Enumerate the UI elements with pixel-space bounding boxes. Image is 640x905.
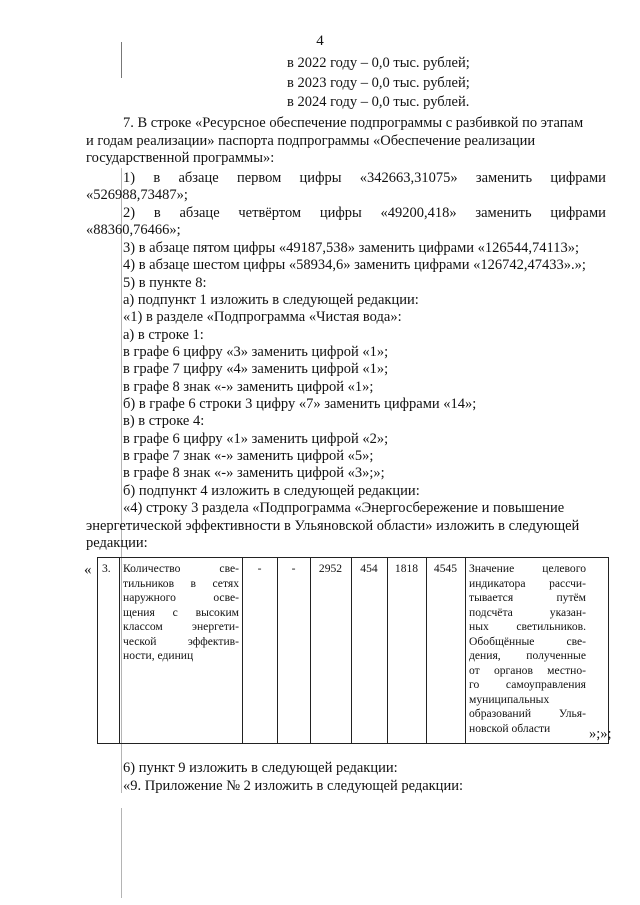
word: цифры	[299, 170, 342, 186]
sub2-line1	[123, 205, 606, 222]
cell-col5: 2952	[318, 562, 343, 575]
text-line: ности, единиц	[123, 649, 194, 662]
cell-col6: 454	[360, 562, 378, 575]
column-divider	[465, 558, 466, 743]
word: цифрами	[550, 170, 606, 186]
text-line: классом энергети-	[123, 620, 239, 633]
text-line: дения, полученные	[469, 649, 586, 662]
item7-line3: государственной программы»:	[86, 150, 275, 166]
text-line: индикатора рассчи-	[469, 576, 586, 590]
word: в	[153, 205, 161, 221]
word: 2)	[123, 205, 136, 221]
sub4-text-line3: редакции:	[86, 535, 148, 551]
text-line: от органов местно-	[469, 663, 586, 677]
word: заменить	[475, 205, 532, 221]
word: четвёртом	[238, 205, 302, 221]
word: абзаце	[178, 170, 219, 186]
row4-heading: в) в строке 4:	[123, 413, 205, 429]
text-line: наружного осве-	[123, 591, 239, 604]
column-divider	[277, 558, 278, 743]
cell-indicator-name	[123, 562, 239, 664]
sub1-line2: «526988,73487»;	[86, 187, 188, 203]
budget-line-2024: в 2024 году – 0,0 тыс. рублей.	[287, 94, 470, 110]
sub2-line2: «88360,76466»;	[86, 222, 181, 238]
text-line: подсчёта указан-	[469, 605, 586, 619]
row4-col8: в графе 8 знак «-» заменить цифрой «3»;»;	[123, 465, 385, 481]
text-line: тывается путём	[469, 591, 586, 604]
sub1-line1	[123, 170, 606, 187]
item5-line: 5) в пункте 8:	[123, 275, 207, 291]
item5b-line: б) подпункт 4 изложить в следующей редакции:	[123, 483, 420, 499]
word: «49200,418»	[380, 205, 457, 221]
word: «342663,31075»	[359, 170, 458, 186]
text-line: ческой эффектив-	[123, 634, 239, 648]
cell-col4: -	[291, 562, 296, 575]
sub3-line: 3) в абзаце пятом цифры «49187,538» заменить цифрами «126544,74113»;	[123, 240, 579, 256]
item5a-line: а) подпункт 1 изложить в следующей редакции:	[123, 292, 419, 308]
word: первом	[236, 170, 282, 186]
budget-line-2023: в 2023 году – 0,0 тыс. рублей;	[287, 75, 470, 91]
cell-col8: 4545	[433, 562, 458, 575]
row4-col7: в графе 7 знак «-» заменить цифрой «5»;	[123, 448, 374, 464]
cell-col3: -	[257, 562, 262, 575]
sub4-text-line2: энергетической эффективности в Ульяновской области» изложить в следующей	[86, 518, 580, 534]
cell-row-number: 3.	[102, 562, 111, 575]
cell-calculation-note	[469, 562, 586, 736]
text-line: щения с высоким	[123, 605, 239, 619]
chistaya-voda-line: «1) в разделе «Подпрограмма «Чистая вода»:	[123, 309, 402, 325]
item9-line: «9. Приложение № 2 изложить в следующей редакции:	[123, 778, 463, 794]
margin-mark	[121, 808, 122, 898]
page-number: 4	[316, 33, 324, 49]
word: заменить	[475, 170, 533, 186]
sub4-text-line1: «4) строку 3 раздела «Подпрограмма «Энергосбережение и повышение	[123, 500, 565, 516]
word: в	[153, 170, 161, 186]
word: 1)	[123, 170, 136, 186]
text-line: ных светильников.	[469, 620, 586, 633]
text-line: муниципальных	[469, 692, 550, 706]
word: абзаце	[179, 205, 220, 221]
column-divider	[119, 558, 120, 743]
row1-heading: а) в строке 1:	[123, 327, 204, 343]
column-divider	[387, 558, 388, 743]
cell-col7: 1818	[394, 562, 419, 575]
text-line: новской области	[469, 721, 551, 735]
column-divider	[426, 558, 427, 743]
word: цифрами	[550, 205, 606, 221]
table-quote-open: «	[84, 562, 92, 578]
budget-line-2022: в 2022 году – 0,0 тыс. рублей;	[287, 55, 470, 71]
text-line: Количество све-	[123, 562, 239, 575]
row1-col7: в графе 7 цифру «4» заменить цифрой «1»;	[123, 361, 389, 377]
item6-line: 6) пункт 9 изложить в следующей редакции:	[123, 760, 398, 776]
text-line: тильников в сетях	[123, 576, 239, 590]
text-line: го самоуправления	[469, 678, 586, 691]
row3-col6: б) в графе 6 строки 3 цифру «7» заменить цифрами «14»;	[123, 396, 477, 412]
item7-line1: 7. В строке «Ресурсное обеспечение подпрограммы с разбивкой по этапам	[123, 115, 584, 131]
text-line: образований Улья-	[469, 707, 586, 720]
column-divider	[310, 558, 311, 743]
table-quote-close: »;»;	[589, 726, 612, 742]
text-line: Значение целевого	[469, 562, 586, 575]
word: цифры	[319, 205, 362, 221]
sub4-line: 4) в абзаце шестом цифры «58934,6» заменить цифрами «126742,47433».»;	[123, 257, 586, 273]
replacement-table	[97, 557, 609, 744]
column-divider	[242, 558, 243, 743]
row1-col8: в графе 8 знак «-» заменить цифрой «1»;	[123, 379, 374, 395]
text-line: Обобщённые све-	[469, 634, 586, 648]
column-divider	[351, 558, 352, 743]
item7-line2: и годам реализации» паспорта подпрограммы «Обеспечение реализации	[86, 133, 536, 149]
row1-col6: в графе 6 цифру «3» заменить цифрой «1»;	[123, 344, 389, 360]
margin-mark	[121, 42, 122, 78]
row4-col6: в графе 6 цифру «1» заменить цифрой «2»;	[123, 431, 389, 447]
